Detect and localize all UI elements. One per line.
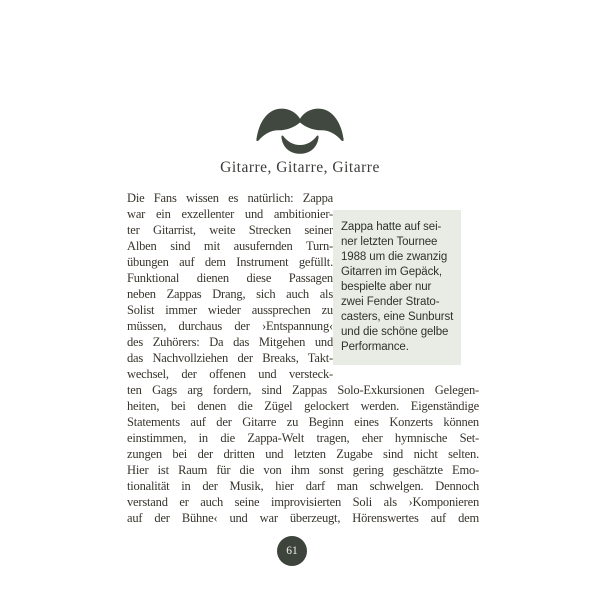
sidebar-note-line: Performance.: [341, 341, 409, 353]
sidebar-note-line: ner letzten Tournee: [341, 236, 438, 248]
sidebar-note-line: Zappa hatte auf sei-: [341, 221, 442, 233]
body-line: Statements auf der Gitarre zu Beginn eines Konzerts können: [127, 415, 479, 429]
body-line: tionalität in der Musik, hier darf man schwelgen. Dennoch: [127, 479, 479, 493]
page-number-badge: 61: [277, 536, 307, 566]
body-line: Die Fans wissen es natürlich: Zappa: [127, 191, 333, 205]
sidebar-note-line: Gitarren im Gepäck,: [341, 266, 442, 278]
body-line: ter Gitarrist, weite Strecken seiner: [127, 223, 333, 237]
sidebar-note-line: und die schöne gelbe: [341, 326, 449, 338]
body-line: ten Gags arg fordern, sind Zappas Solo-Exkursionen Gelegen-: [127, 383, 479, 397]
body-line: Alben sind mit ausufernden Turn-: [127, 239, 333, 253]
body-line: wechsel, der offenen und versteck-: [127, 367, 333, 381]
sidebar-note-line: casters, eine Sunburst: [341, 311, 454, 323]
body-text-wide-column: [127, 382, 479, 526]
body-line: müssen, durchaus der ›Entspannung‹: [127, 319, 333, 333]
body-line: das Nachvollziehen der Breaks, Takt-: [127, 351, 333, 365]
body-line: verstand er auch seine improvisierten Soli als ›Komponieren: [127, 495, 479, 509]
sidebar-note-line: zwei Fender Strato-: [341, 296, 440, 308]
body-line: des Zuhörers: Da das Mitgehen und: [127, 335, 333, 349]
body-line: einstimmen, in die Zappa-Welt tragen, eher hymnische Set-: [127, 431, 479, 445]
body-line: Funktional dienen diese Passagen: [127, 271, 333, 285]
zappa-mustache-icon: [254, 100, 346, 156]
body-line: auf der Bühne‹ und war überzeugt, Hörenswertes auf dem: [127, 511, 479, 525]
body-line: war ein exzellenter und ambitionier-: [127, 207, 333, 221]
body-line: zungen bei der dritten und letzten Zugabe sind nicht selten.: [127, 447, 479, 461]
body-line: heiten, bei denen die Zügel gelockert werden. Eigenständige: [127, 399, 479, 413]
sidebar-note-box: [333, 210, 461, 365]
body-line: neben Zappas Drang, sich auch als: [127, 287, 333, 301]
sidebar-note-line: 1988 um die zwanzig: [341, 251, 448, 263]
body-line: Hier ist Raum für die von ihm sonst gering geschätzte Emo-: [127, 463, 479, 477]
body-line: übungen auf dem Instrument gefüllt.: [127, 255, 333, 269]
body-text-narrow-column: [127, 190, 333, 382]
body-line: Solist immer wieder aussprechen zu: [127, 303, 333, 317]
sidebar-note-line: bespielte aber nur: [341, 281, 432, 293]
chapter-title: Gitarre, Gitarre, Gitarre: [220, 159, 380, 176]
